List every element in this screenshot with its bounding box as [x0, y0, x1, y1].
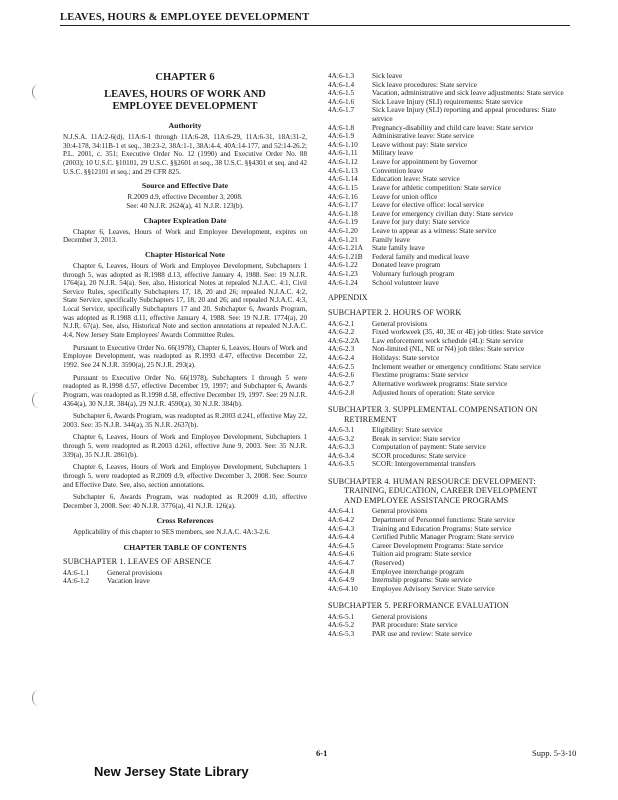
toc-entry[interactable]: [63, 577, 307, 586]
toc-entry-number: 4A:6-1.9: [328, 131, 355, 141]
toc-entry-number: 4A:6-1.22: [328, 260, 358, 270]
toc-entry-title: Sick leave procedures: State service: [372, 79, 477, 89]
authority-heading: Authority: [168, 121, 202, 131]
chapter-label: CHAPTER 6: [155, 72, 215, 83]
toc-entry-title: Voluntary furlough program: [372, 269, 455, 279]
page-number: 6-1: [316, 748, 328, 758]
chapter-title-line: LEAVES, HOURS OF WORK AND: [104, 89, 266, 100]
toc-entry[interactable]: [328, 253, 576, 262]
toc-entry-title: Inclement weather or emergency conditions: State service: [372, 361, 541, 371]
subchapter-4-heading-line: SUBCHAPTER 4. HUMAN RESOURCE DEVELOPMENT:: [328, 477, 536, 487]
toc-entry-number: 4A:6-1.13: [328, 165, 358, 175]
toc-entry-title: Law enforcement work schedule (4L): State service: [372, 335, 524, 345]
toc-entry-number: 4A:6-4.6: [328, 549, 355, 559]
toc-entry-number: 4A:6-3.2: [328, 433, 355, 443]
toc-entry-title: Employee interchange program: [372, 566, 464, 576]
toc-entry[interactable]: [328, 141, 576, 150]
toc-entry-title: (Reserved): [372, 557, 405, 567]
toc-entry-title: Leave without pay: State service: [372, 139, 468, 149]
subchapter-4-heading-line: TRAINING, EDUCATION, CAREER DEVELOPMENT: [344, 486, 538, 496]
toc-entry-title: School volunteer leave: [372, 277, 439, 287]
toc-entry-number: 4A:6-2.6: [328, 370, 355, 380]
toc-entry-title: General provisions: [372, 318, 428, 328]
toc-entry-number: 4A:6-5.2: [328, 620, 355, 630]
toc-entry-title: Family leave: [372, 234, 410, 244]
toc-entry-title: Pregnancy-disability and child care leave: State service: [372, 122, 534, 132]
toc-entry-title: Department of Personnel functions: State service: [372, 514, 515, 524]
toc-entry-number: 4A:6-3.1: [328, 424, 355, 434]
toc-entry-title: Eligibility: State service: [372, 424, 443, 434]
toc-entry-number: 4A:6-1.14: [328, 174, 358, 184]
toc-entry-title: Donated leave program: [372, 260, 441, 270]
toc-entry-title: Military leave: [372, 148, 414, 158]
toc-entry-number: 4A:6-4.5: [328, 540, 355, 550]
subchapter-3-heading-line: SUBCHAPTER 3. SUPPLEMENTAL COMPENSATION ON: [328, 405, 538, 415]
toc-entry[interactable]: [328, 270, 576, 279]
toc-entry-title: Internship programs: State service: [372, 575, 472, 585]
historical-heading: Chapter Historical Note: [145, 249, 225, 259]
binder-hole-mark: [32, 690, 45, 706]
toc-entry-number: 4A:6-1.7: [328, 105, 355, 115]
subchapter-1-heading: SUBCHAPTER 1. LEAVES OF ABSENCE: [63, 557, 212, 567]
toc-entry[interactable]: [328, 345, 576, 354]
toc-entry-number: 4A:6-2.2: [328, 327, 355, 337]
toc-entry-number: 4A:6-5.3: [328, 629, 355, 639]
toc-entry-title: Holidays: State service: [372, 353, 440, 363]
toc-entry-number: 4A:6-2.8: [328, 387, 355, 397]
toc-entry-number: 4A:6-3.4: [328, 450, 355, 460]
toc-entry-number: 4A:6-1.21B: [328, 251, 363, 261]
toc-entry[interactable]: [328, 158, 576, 167]
binder-hole-mark: [32, 84, 45, 100]
toc-entry-title: Employee Advisory Service: State service: [372, 583, 495, 593]
toc-entry[interactable]: [328, 236, 576, 245]
toc-heading: CHAPTER TABLE OF CONTENTS: [123, 543, 247, 553]
toc-entry-title: Career Development Programs: State service: [372, 540, 504, 550]
historical-paragraph: Chapter 6, Leaves, Hours of Work and Employee Development, Subchapters 1 through 5, were readopted as R.2009 d.9, effective December 3, 2008. See: Source and Effective Date. See, also, section annotations.: [63, 463, 307, 489]
appendix-label[interactable]: APPENDIX: [328, 293, 368, 303]
toc-entry-title: Computation of payment: State service: [372, 442, 486, 452]
toc-entry-title: Adjusted hours of operation: State service: [372, 387, 495, 397]
chapter-title-line: EMPLOYEE DEVELOPMENT: [112, 101, 258, 113]
toc-entry-number: 4A:6-1.19: [328, 217, 358, 227]
toc-entry-number: 4A:6-4.1: [328, 506, 355, 516]
historical-paragraph: Chapter 6, Leaves, Hours of Work and Employee Development, Subchapters 1 through 5, was adopted as R.1988 d.13, effective January 4, 1988. See: 19 N.J.R. 1764(a), 20 N.J.R. 54(a). See, also, Historical Notes at repealed N.J.A.C. 4:1, Civil Service Rules, specifically Subchapters 17, 18, 20 and 26; repealed N.J.A.C. 4:2, State Service, specifically Subchapters 17, 18, 20 and 26; and repealed N.J.A.C. 4:3, Local Service, specifically Subchapters 17 and 20. Subchapter 6, Awards Program, was adopted as R.1988 d.11, effective January 4, 1988. See: 19 N.J.R. 1774(a), 20 N.J.R. 67(a). See, also, Historical Note and section annotations at repealed N.J.A.C. 4:4, New Jersey State Employees' Awards Committee Rules.: [63, 261, 307, 340]
source-line: R.2009 d.9, effective December 3, 2008.: [127, 193, 243, 202]
toc-entry-number: 4A:6-1.15: [328, 182, 358, 192]
toc-entry-title: Leave for union office: [372, 191, 438, 201]
expiration-text: Chapter 6, Leaves, Hours of Work and Employee Development, expires on December 3, 2013.: [63, 227, 307, 245]
toc-entry[interactable]: [328, 630, 576, 639]
toc-entry-title: General provisions: [372, 506, 428, 516]
toc-entry-number: 4A:6-2.7: [328, 378, 355, 388]
source-heading: Source and Effective Date: [141, 181, 229, 191]
toc-entry-title: SCOR procedures: State service: [372, 450, 466, 460]
toc-entry-title: Sick Leave Injury (SLI) reporting and appeal procedures: State service: [372, 105, 556, 124]
historical-paragraph: Subchapter 6, Awards Program, was readopted as R.2009 d.10, effective December 3, 2008. See: 40 N.J.R. 3776(a), 41 N.J.R. 126(a).: [63, 493, 307, 510]
library-stamp: New Jersey State Library: [94, 764, 249, 779]
subchapter-2-heading: SUBCHAPTER 2. HOURS OF WORK: [328, 308, 462, 318]
subchapter-5-entries: [328, 613, 576, 639]
subchapter-5-heading: SUBCHAPTER 5. PERFORMANCE EVALUATION: [328, 601, 509, 611]
toc-entry[interactable]: [328, 460, 576, 469]
toc-entry-number: 4A:6-1.12: [328, 157, 358, 167]
historical-paragraph: Subchapter 6, Awards Program, was readopted as R.2003 d.241, effective May 22, 2003. See: 35 N.J.R. 344(a), 35 N.J.R. 2637(b).: [63, 412, 307, 429]
running-header: LEAVES, HOURS & EMPLOYEE DEVELOPMENT: [60, 12, 570, 26]
subchapter-4-heading: [328, 477, 576, 505]
toc-entry-title: Vacation, administrative and sick leave adjustments: State service: [372, 88, 564, 98]
subchapter-3-entries: [328, 426, 576, 469]
toc-entry-number: 4A:6-4.10: [328, 583, 358, 593]
cross-references-heading: Cross References: [156, 515, 214, 525]
toc-entry-number: 4A:6-3.5: [328, 459, 355, 469]
toc-entry-title: Training and Education Programs: State service: [372, 523, 512, 533]
toc-entry-title: Break in service: State service: [372, 433, 461, 443]
toc-entry-title: Fixed workweek (35, 40, 3E or 4E) job titles: State service: [372, 327, 544, 337]
expiration-heading: Chapter Expiration Date: [143, 215, 227, 225]
toc-entry[interactable]: [328, 227, 576, 236]
toc-entry-title: Vacation leave: [107, 576, 150, 586]
toc-entry[interactable]: [328, 184, 576, 193]
toc-entry[interactable]: [328, 279, 576, 288]
toc-entry-number: 4A:6-1.8: [328, 122, 355, 132]
toc-entry-number: 4A:6-1.18: [328, 208, 358, 218]
subchapter-3-heading-line: RETIREMENT: [344, 414, 397, 424]
toc-entry[interactable]: [328, 585, 576, 594]
historical-paragraph: Pursuant to Executive Order No. 66(1978), Chapter 6, Leaves, Hours of Work and Employee Development, was readopted as R.1993 d.47, effective December 22, 1992. See 24 N.J.R. 3590(a), 25 N.J.R. 293(a).: [63, 343, 307, 369]
subchapter-3-heading: [328, 405, 576, 424]
toc-entry-number: 4A:6-4.2: [328, 514, 355, 524]
subchapter-4-entries: [328, 507, 576, 593]
toc-entry-number: 4A:6-1.10: [328, 139, 358, 149]
toc-entry-title: Leave for athletic competition: State service: [372, 182, 502, 192]
toc-entry-title: Leave for elective office: local service: [372, 200, 484, 210]
toc-entry-title: General provisions: [107, 567, 163, 577]
toc-entry-number: 4A:6-4.3: [328, 523, 355, 533]
subchapter-1-entries: [328, 72, 576, 287]
historical-paragraph: Chapter 6, Leaves, Hours of Work and Employee Development, Subchapters 1 through 5, were readopted as R.2003 d.261, effective June 9, 2003. See: 35 N.J.R. 339(a), 35 N.J.R. 2861(b).: [63, 433, 307, 459]
toc-entry-title: Alternative workweek programs: State service: [372, 378, 508, 388]
toc-entry-number: 4A:6-1.21: [328, 234, 358, 244]
toc-entry[interactable]: [328, 106, 576, 123]
toc-entry-number: 4A:6-1.24: [328, 277, 358, 287]
toc-entry-number: 4A:6-1.6: [328, 96, 355, 106]
toc-entry-number: 4A:6-1.16: [328, 191, 358, 201]
toc-entry[interactable]: [328, 389, 576, 398]
toc-entry-title: Leave for jury duty: State service: [372, 217, 470, 227]
toc-entry-number: 4A:6-2.1: [328, 318, 355, 328]
toc-entry-number: 4A:6-4.4: [328, 532, 355, 542]
toc-entry-number: 4A:6-2.3: [328, 344, 355, 354]
toc-entry-number: 4A:6-1.3: [328, 71, 355, 80]
toc-entry-number: 4A:6-2.4: [328, 353, 355, 363]
toc-entry-number: 4A:6-1.1: [63, 567, 90, 577]
chapter-title: [63, 89, 307, 113]
toc-entry-title: PAR procedure: State service: [372, 620, 458, 630]
left-column: [63, 72, 307, 586]
authority-text: N.J.S.A. 11A:2-6(d), 11A:6-1 through 11A:6-28, 11A:6-29, 11A:6-31, 18A:31-2, 30:4-178, 34:11B-1 et seq., 38:23-2, 38A:1-1, 38A:4-4, 40A:14-177, and 52:14-26.2; P.L. 2001, c. 351; Executive Order No. 12 (1990) and Executive Order No. 88 (2003); 10 U.S.C. §10101, 29 U.S.C. §§2601 et seq., 38 U.S.C. §§4301 et seq. and 42 U.S.C. §§12101 et seq.; and 29 CFR 825.: [63, 133, 307, 176]
toc-entry-title: Federal family and medical leave: [372, 251, 470, 261]
toc-entry-number: 4A:6-1.17: [328, 200, 358, 210]
toc-entry-title: Tuition aid program: State service: [372, 549, 472, 559]
toc-entry-number: 4A:6-1.2: [63, 576, 90, 586]
toc-entry[interactable]: [63, 569, 307, 578]
toc-entry-number: 4A:6-4.8: [328, 566, 355, 576]
toc-entry-title: Leave for appointment by Governor: [372, 157, 478, 167]
cross-references-text: Applicability of this chapter to SES members, see N.J.A.C. 4A:3-2.6.: [73, 527, 271, 536]
toc-entry-title: Education leave: State service: [372, 174, 460, 184]
toc-entry-number: 4A:6-3.3: [328, 442, 355, 452]
historical-paragraph: Pursuant to Executive Order No. 66(1978), Subchapters 1 through 5 were readopted as R.1998 d.57, effective December 19, 1997; and Subchapter 6, Awards Program, was readopted as R.1998 d.58, effective December 19, 1997. See: 29 N.J.R. 4364(a), 30 N.J.R. 384(a), 29 N.J.R. 4590(a), 30 N.J.R. 384(b).: [63, 373, 307, 408]
toc-entry-number: 4A:6-1.4: [328, 79, 355, 89]
toc-entry-number: 4A:6-2.5: [328, 361, 355, 371]
toc-entry-title: Sick leave: [372, 71, 403, 80]
toc-entry-number: 4A:6-2.2A: [328, 335, 360, 345]
toc-entry-title: Convention leave: [372, 165, 424, 175]
toc-entry-title: SCOR: Intergovernmental transfers: [372, 459, 476, 469]
toc-entry-number: 4A:6-1.23: [328, 269, 358, 279]
toc-entry-title: Leave to appear as a witness: State service: [372, 225, 497, 235]
right-column: [328, 72, 576, 639]
supplement-date: Supp. 5-3-10: [532, 748, 577, 758]
toc-entry-number: 4A:6-1.20: [328, 225, 358, 235]
toc-entry-number: 4A:6-4.7: [328, 557, 355, 567]
toc-entry-title: Sick Leave Injury (SLI) requirements: State service: [372, 96, 523, 106]
toc-entry-number: 4A:6-1.5: [328, 88, 355, 98]
source-line: See: 40 N.J.R. 2624(a), 41 N.J.R. 123(b).: [126, 201, 244, 210]
subchapter-2-entries: [328, 320, 576, 397]
toc-entry[interactable]: [328, 550, 576, 559]
toc-entry-title: General provisions: [372, 611, 428, 621]
toc-entry-title: PAR use and review: State service: [372, 629, 473, 639]
toc-entry-title: Non-limited (NL, NE or N4) job titles: State service: [372, 344, 525, 354]
subchapter-4-heading-line: AND EMPLOYEE ASSISTANCE PROGRAMS: [344, 495, 509, 505]
toc-entry-title: State family leave: [372, 243, 425, 253]
binder-hole-mark: [32, 392, 45, 408]
toc-entry-number: 4A:6-1.11: [328, 148, 358, 158]
toc-entry-title: Flextime programs: State service: [372, 370, 469, 380]
toc-entry-title: Certified Public Manager Program: State service: [372, 532, 515, 542]
toc-entry-number: 4A:6-5.1: [328, 611, 355, 621]
toc-entry-number: 4A:6-1.21A: [328, 243, 364, 253]
toc-entry-title: Leave for emergency civilian duty: State service: [372, 208, 514, 218]
toc-entry-title: Administrative leave: State service: [372, 131, 474, 141]
toc-entry-number: 4A:6-4.9: [328, 575, 355, 585]
